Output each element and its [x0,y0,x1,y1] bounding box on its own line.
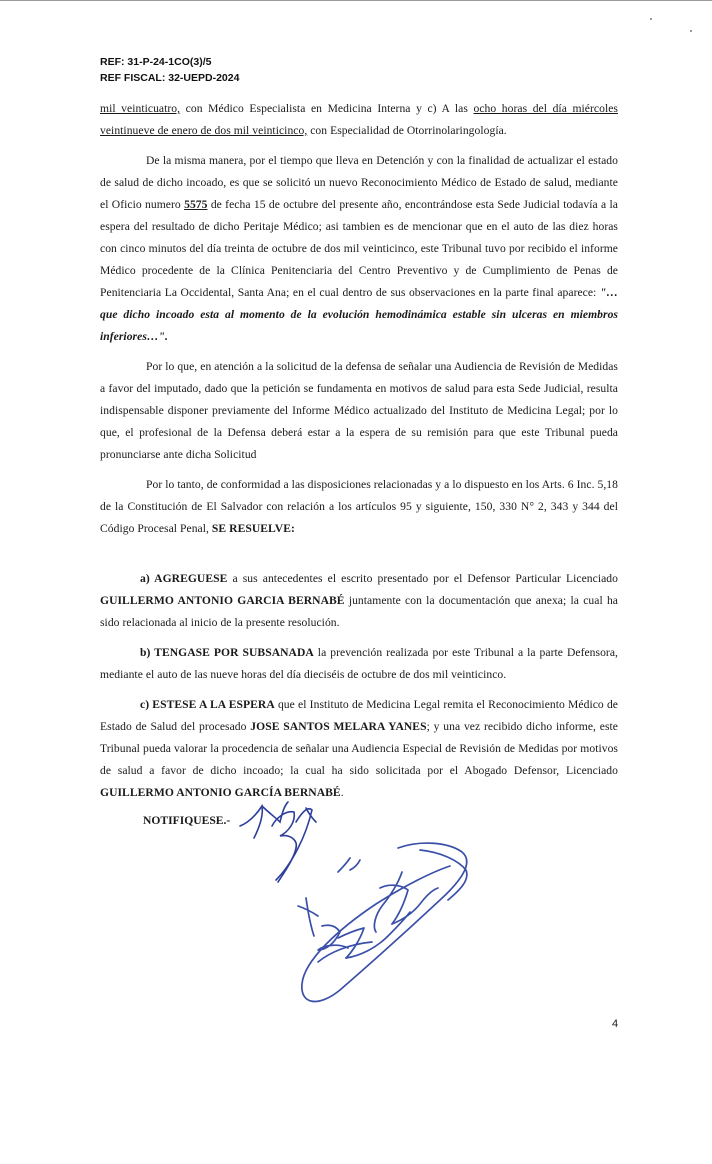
defense-attorney-name-2: GUILLERMO ANTONIO GARCÍA BERNABÉ [100,786,341,799]
paragraph-defense-request: Por lo que, en atención a la solicitud de la defensa de señalar una Audiencia de Revisión de Medidas a favor del imputado, dado que la petición se fundamenta en motivos de salud para esta Sede Judicial, resulta indispensable disponer previamente del Informe Médico actualizado del Instituto de Medicina Legal; por lo que, el profesional de la Defensa deberá estar a la espera de su remisión para que este Tribunal pueda pronunciarse ante dicha Solicitud [100,360,618,461]
judge-signature [298,843,467,1001]
scan-speck [690,30,692,32]
resolution-a: a) AGREGUESE a sus antecedentes el escrito presentado por el Defensor Particular Licenciado GUILLERMO ANTONIO GARCIA BERNABÉ juntamente con la documentación que anexa; la cual ha sido relacionada al inicio de la presente resolución. [100,572,618,629]
medical-quote: "… que dicho incoado esta al momento de la evolución hemodinámica estable sin ulceras en miembros inferiores…". [100,286,618,343]
fiscal-reference-number: REF FISCAL: 32-UEPD-2024 [100,72,240,84]
notification-closing: NOTIFIQUESE.- [143,814,231,827]
defendant-name: JOSE SANTOS MELARA YANES [250,720,427,733]
paragraph-medical-status: De la misma manera, por el tiempo que lleva en Detención y con la finalidad de actualizar el estado de salud de dicho incoado, es que se solicitó un nuevo Reconocimiento Médico de Estado de salud, mediante el Oficio numero 5575 de fecha 15 de octubre del presente año, encontrándose esta Sede Judicial todavía a la espera del resultado de dicho Peritaje Médico; asi tambien es de mencionar que en el auto de las diez horas con cinco minutos del día treinta de octubre de dos mil veinticinco, este Tribunal tuvo por recibido el informe Médico procedente de la Clínica Penitenciaria del Centro Preventivo y de Cumplimiento de Penas de Penitenciaria La Occidental, Santa Ana; en el cual dentro de sus observaciones en la parte final aparece: "… que dicho incoado esta al momento de la evolución hemodinámica estable sin ulceras en miembros inferiores…". [100,154,618,343]
paragraph-continuation: mil veinticuatro, con Médico Especialista en Medicina Interna y c) A las ocho horas del día miércoles veintinueve de enero de dos mil veinticinco, con Especialidad de Otorrinolaringología. [100,102,618,137]
defense-attorney-name: GUILLERMO ANTONIO GARCIA BERNABÉ [100,594,345,607]
paragraph-legal-basis: Por lo tanto, de conformidad a las disposiciones relacionadas y a lo dispuesto en los Arts. 6 Inc. 5,18 de la Constitución de El Salvador con relación a los artículos 95 y siguiente, 150, 330 N° 2, 343 y 344 del Código Procesal Penal, SE RESUELVE: [100,478,618,535]
resolution-c: c) ESTESE A LA ESPERA que el Instituto de Medicina Legal remita el Reconocimiento Médico de Estado de Salud del procesado JOSE SANTOS MELARA YANES; y una vez recibido dicho informe, este Tribunal pueda valorar la procedencia de señalar una Audiencia Especial de Revisión de Medidas por motivos de salud a favor de dicho incoado; la cual ha sido solicitada por el Abogado Defensor, Licenciado GUILLERMO ANTONIO GARCÍA BERNABÉ. [100,698,618,799]
resolution-b: b) TENGASE POR SUBSANADA la prevención realizada por este Tribunal a la parte Defensora, mediante el auto de las nueve horas del día dieciséis de octubre de dos mil veinticinco. [100,646,618,681]
initials-signature [240,802,316,882]
reference-number: REF: 31-P-24-1CO(3)/5 [100,56,212,68]
scan-speck [650,18,652,20]
appointment-date: ocho horas del día miércoles veintinueve de enero de dos mil veinticinco, [100,102,618,137]
date-fragment: mil veinticuatro, [100,102,181,115]
oficio-number: 5575 [184,198,208,211]
page-number: 4 [612,1018,619,1030]
resolution-heading: SE RESUELVE: [211,522,295,535]
